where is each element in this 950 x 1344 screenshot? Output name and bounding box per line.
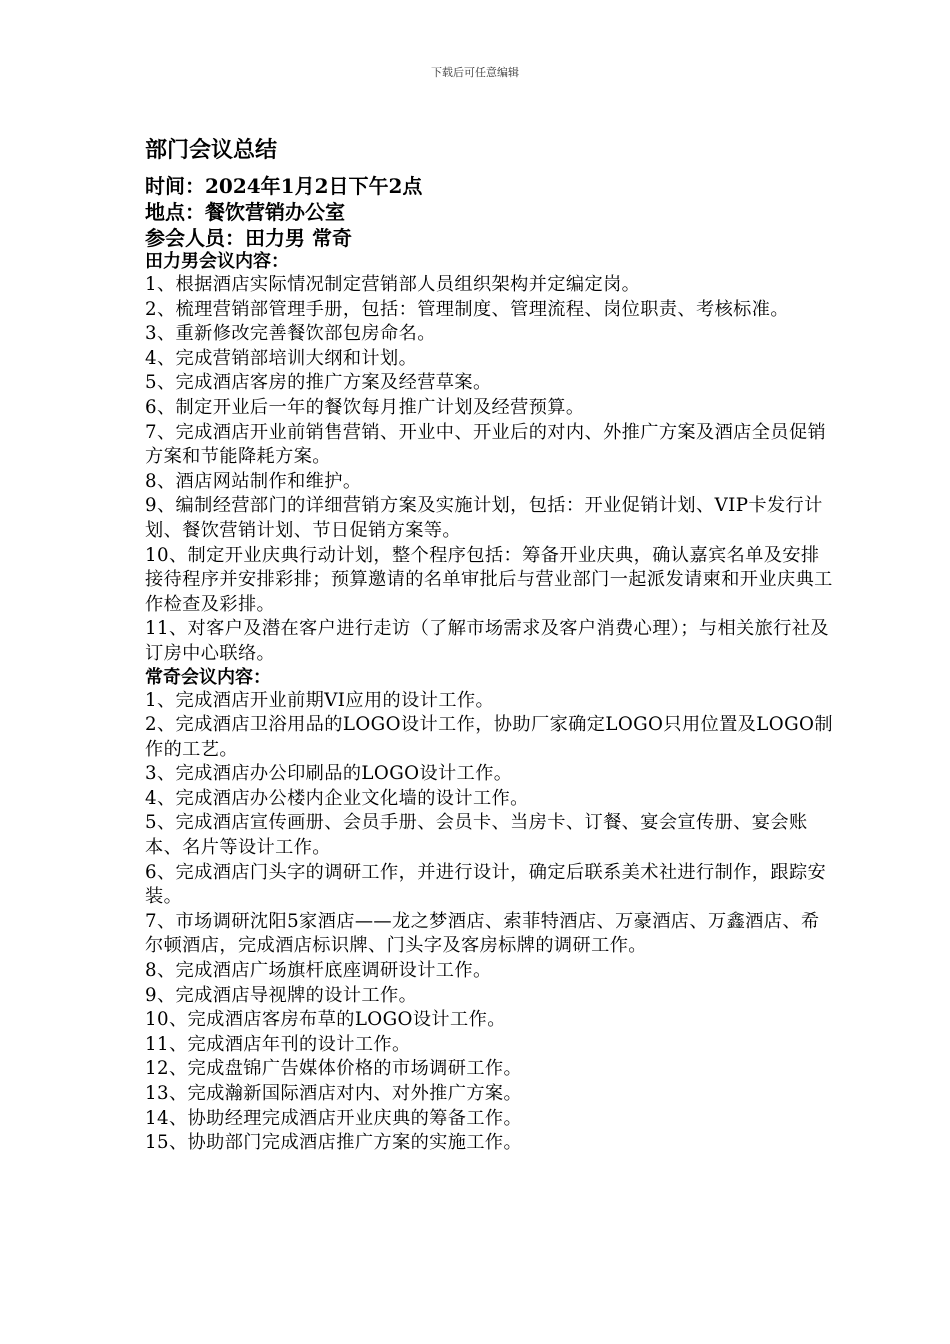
list-item: 2、完成酒店卫浴用品的LOGO设计工作，协助厂家确定LOGO只用位置及LOGO制作的工艺。 xyxy=(145,714,833,760)
item-list xyxy=(145,273,835,667)
list-item: 6、制定开业后一年的餐饮每月推广计划及经营预算。 xyxy=(145,396,585,418)
header-note: 下载后可任意编辑 xyxy=(431,66,519,79)
section-chang-qi xyxy=(145,667,835,1156)
list-item: 1、根据酒店实际情况制定营销部人员组织架构并定编定岗。 xyxy=(145,274,641,295)
list-item: 2、梳理营销部管理手册，包括：管理制度、管理流程、岗位职责、考核标准。 xyxy=(145,298,789,320)
list-item: 13、完成瀚新国际酒店对内、对外推广方案。 xyxy=(145,1083,523,1104)
meeting-location: 地点：餐饮营销办公室 xyxy=(145,200,345,224)
list-item: 3、重新修改完善餐饮部包房命名。 xyxy=(145,323,436,345)
document-title: 部门会议总结 xyxy=(145,137,278,163)
list-item: 5、完成酒店客房的推广方案及经营草案。 xyxy=(145,372,492,394)
list-item: 15、协助部门完成酒店推广方案的实施工作。 xyxy=(145,1132,523,1154)
meeting-time: 时间：2024年1月2日下午2点 xyxy=(145,174,423,198)
list-item: 5、完成酒店宣传画册、会员手册、会员卡、当房卡、订餐、宴会宣传册、宴会账本、名片等设计工作。 xyxy=(145,812,808,859)
list-item: 14、协助经理完成酒店开业庆典的筹备工作。 xyxy=(145,1107,523,1129)
list-item: 11、对客户及潜在客户进行走访（了解市场需求及客户消费心理）；与相关旅行社及订房中心联络。 xyxy=(145,618,829,664)
item-list xyxy=(145,689,835,1156)
list-item: 10、完成酒店客房布草的LOGO设计工作。 xyxy=(145,1009,506,1031)
list-item: 9、编制经营部门的详细营销方案及实施计划，包括：开业促销计划、VIP卡发行计划、餐饮营销计划、节日促销方案等。 xyxy=(145,495,823,541)
list-item: 1、完成酒店开业前期VI应用的设计工作。 xyxy=(145,689,495,711)
list-item: 7、市场调研沈阳5家酒店——龙之梦酒店、索菲特酒店、万豪酒店、万鑫酒店、希尔顿酒店，完成酒店标识牌、门头字及客房标牌的调研工作。 xyxy=(145,910,820,957)
list-item: 9、完成酒店导视牌的设计工作。 xyxy=(145,984,418,1006)
section-heading: 田力男会议内容： xyxy=(145,251,289,272)
list-item: 4、完成酒店办公楼内企业文化墙的设计工作。 xyxy=(145,787,529,809)
list-item: 11、完成酒店年刊的设计工作。 xyxy=(145,1033,411,1055)
list-item: 4、完成营销部培训大纲和计划。 xyxy=(145,347,418,369)
section-heading: 常奇会议内容： xyxy=(145,666,271,688)
list-item: 10、制定开业庆典行动计划，整个程序包括：筹备开业庆典，确认嘉宾名单及安排接待程序并安排彩排；预算邀请的名单审批后与营业部门一起派发请柬和开业庆典工作检查及彩排。 xyxy=(145,544,833,615)
document-body xyxy=(145,135,835,1156)
list-item: 3、完成酒店办公印刷品的LOGO设计工作。 xyxy=(145,763,513,785)
list-item: 7、完成酒店开业前销售营销、开业中、开业后的对内、外推广方案及酒店全员促销方案和节能降耗方案。 xyxy=(145,421,827,468)
list-item: 8、完成酒店广场旗杆底座调研设计工作。 xyxy=(145,960,492,982)
section-tian-linan xyxy=(145,251,835,667)
list-item: 12、完成盘锦广告媒体价格的市场调研工作。 xyxy=(145,1058,523,1080)
meeting-attendees: 参会人员：田力男 常奇 xyxy=(145,226,352,250)
list-item: 8、酒店网站制作和维护。 xyxy=(145,470,362,492)
list-item: 6、完成酒店门头字的调研工作，并进行设计，确定后联系美术社进行制作，跟踪安装。 xyxy=(145,861,827,908)
